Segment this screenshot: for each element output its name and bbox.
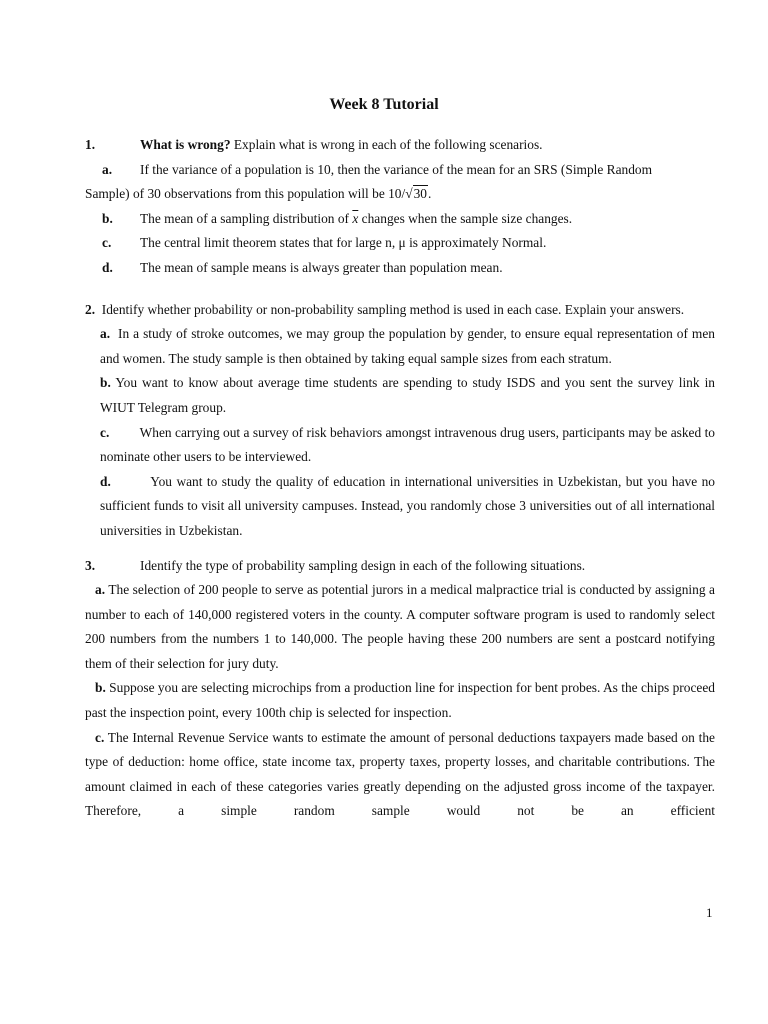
question-3-number: 3. <box>85 557 96 573</box>
question-2-lead: Identify whether probability or non-probability sampling method is used in each case. Explain your answers. <box>101 301 685 317</box>
x-bar-symbol: $\overline{x}$ <box>352 210 359 226</box>
question-1d <box>85 256 715 281</box>
question-2b-label: b. <box>100 375 111 391</box>
question-3c-label: c. <box>95 729 105 745</box>
question-2d-text: You want to study the quality of education in international universities in Uzbekistan, but you have no sufficient funds to visit all university campuses. Instead, you randomly chose 3 universities out of all international universities in Uzbekistan. <box>100 473 715 538</box>
question-2b-text: You want to know about average time students are spending to study ISDS and you sent the survey link in WIUT Telegram group. <box>100 375 715 415</box>
question-1b-label: b. <box>102 210 113 226</box>
question-1-number: 1. <box>85 137 96 152</box>
question-2c <box>85 421 715 470</box>
question-1-header <box>85 133 715 158</box>
question-1a-end: . <box>427 186 432 202</box>
question-1b <box>85 207 715 232</box>
question-3c-text: The Internal Revenue Service wants to estimate the amount of personal deductions taxpayers made based on the type of deduction: home office, state income tax, property taxes, property losses, and charitable contributions. The amount claimed in each of these categories varies greatly depending on the adjusted gross income of the taxpayer. Therefore, a simple random sample would not be an efficient <box>85 729 715 819</box>
question-3a-text: The selection of 200 people to serve as potential jurors in a medical malpractice trial is conducted by assigning a number to each of 140,000 registered voters in the county. A computer software program is used to randomly select 200 numbers from the numbers 1 to 140,000. The people having these 200 numbers are sent a postcard notifying them of their selection for jury duty. <box>85 582 715 671</box>
page-number: 1 <box>706 905 713 920</box>
section-gap <box>85 544 715 554</box>
document-body <box>85 133 715 824</box>
question-1a-continued <box>85 182 715 207</box>
question-2-header <box>85 298 715 323</box>
question-2c-text: When carrying out a survey of risk behaviors amongst intravenous drug users, participants may be asked to nominate other users to be interviewed. <box>100 424 716 465</box>
question-2-number: 2. <box>85 301 96 317</box>
question-3b-label: b. <box>95 680 106 696</box>
question-2d <box>85 470 715 544</box>
sqrt-radicand: 30 <box>413 186 427 202</box>
page-title: Week 8 Tutorial <box>329 96 439 113</box>
question-1a-text-line2: Sample) of 30 observations from this population will be 10/ <box>85 186 406 202</box>
question-3-lead: Identify the type of probability sampling design in each of the following situations. <box>140 557 586 573</box>
question-2a-label: a. <box>100 326 111 342</box>
question-1c <box>85 231 715 256</box>
question-3a-label: a. <box>95 582 106 598</box>
question-1a <box>85 158 715 183</box>
question-2c-label: c. <box>100 424 110 440</box>
question-2d-label: d. <box>100 473 111 489</box>
question-1b-text2: changes when the sample size changes. <box>358 210 573 226</box>
question-3b-text: Suppose you are selecting microchips from a production line for inspection for bent probes. As the chips proceed past the inspection point, every 100th chip is selected for inspection. <box>85 680 715 721</box>
question-1d-label: d. <box>102 259 113 275</box>
question-3c <box>85 726 715 824</box>
question-2b <box>85 371 715 420</box>
section-gap <box>85 281 715 298</box>
question-3b <box>85 676 715 725</box>
question-1d-text: The mean of sample means is always greater than population mean. <box>140 259 503 275</box>
question-1-lead <box>140 133 543 158</box>
question-1b-text1: The mean of a sampling distribution of <box>140 210 353 226</box>
question-1-lead-text: Explain what is wrong in each of the following scenarios. <box>230 137 543 152</box>
question-1c-label: c. <box>102 235 112 251</box>
question-1a-label: a. <box>102 161 113 177</box>
question-1a-text-line1: If the variance of a population is 10, then the variance of the mean for an SRS (Simple Random <box>140 161 653 177</box>
question-1c-text: The central limit theorem states that for large n, μ is approximately Normal. <box>140 235 547 251</box>
question-1-lead-bold: What is wrong? <box>140 137 231 152</box>
question-2a <box>85 322 715 371</box>
question-2a-text: In a study of stroke outcomes, we may group the population by gender, to ensure equal representation of men and women. The study sample is then obtained by taking equal sample sizes from each stratum. <box>100 326 715 366</box>
question-3a <box>85 578 715 676</box>
sqrt-symbol: √ <box>405 186 413 202</box>
question-3-header <box>85 554 715 579</box>
